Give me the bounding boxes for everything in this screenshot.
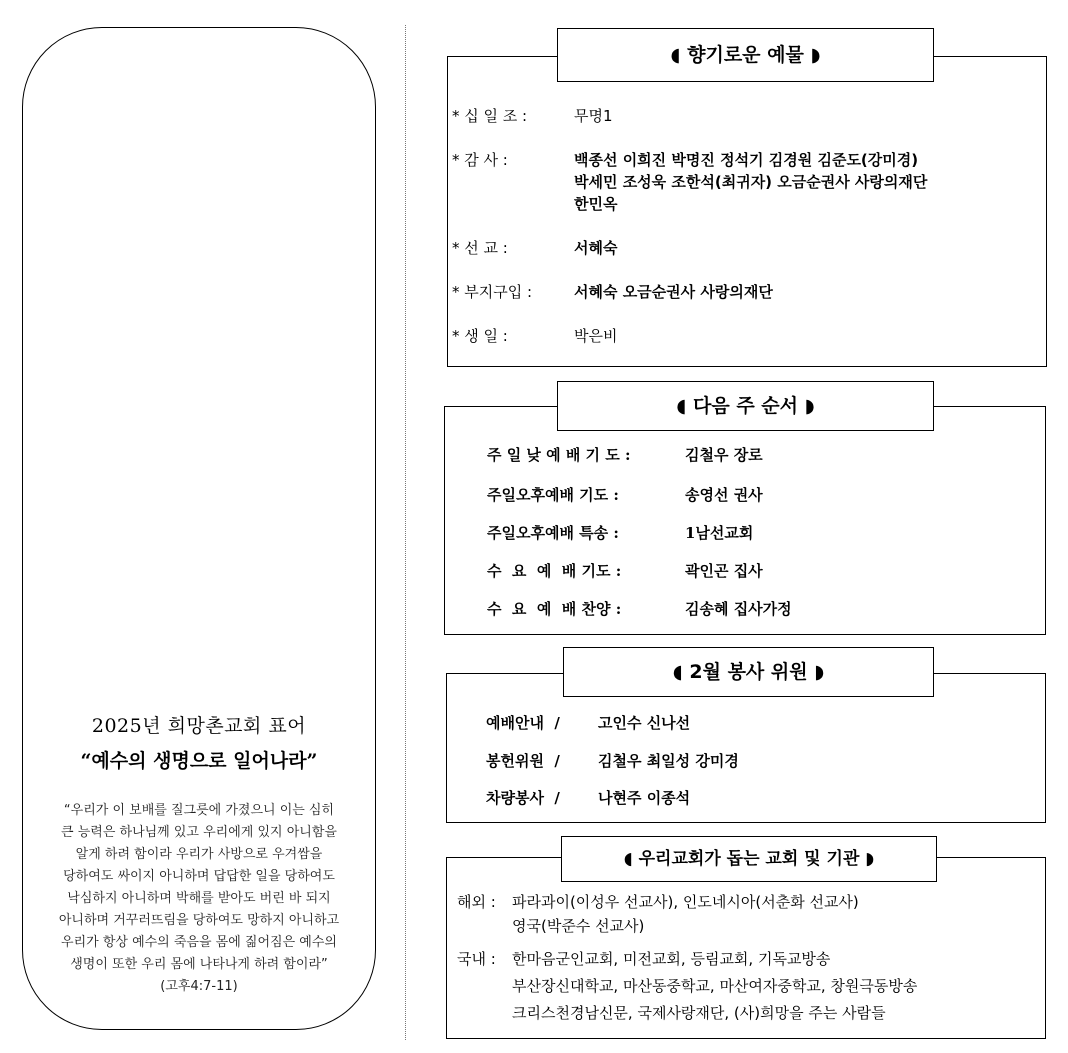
support-value: 크리스천경남신문, 국제사랑재단, (사)희망을 주는 사람들 bbox=[512, 1004, 886, 1022]
offering-value: 서혜숙 오금순권사 사랑의재단 bbox=[574, 283, 773, 301]
support-value: 한마음군인교회, 미전교회, 등림교회, 기독교방송 bbox=[512, 950, 831, 968]
service-title-text: ◖ 2월 봉사 위원 ◗ bbox=[672, 661, 825, 683]
service-label: 예배안내 / bbox=[486, 714, 560, 732]
service-row bbox=[486, 787, 690, 808]
support-label: 해외 : bbox=[457, 893, 496, 911]
next-week-label: 주일오후예배 특송 : bbox=[487, 524, 619, 542]
offering-row-thanks bbox=[452, 149, 927, 215]
next-week-row bbox=[487, 598, 792, 619]
offering-value: 서혜숙 bbox=[574, 239, 618, 257]
scripture-verse bbox=[33, 800, 365, 998]
next-week-row bbox=[487, 522, 753, 543]
offering-row-land bbox=[452, 281, 773, 302]
offering-label: * 생 일 : bbox=[452, 327, 508, 345]
offering-row-mission bbox=[452, 237, 617, 258]
verse-line: “우리가 이 보배를 질그릇에 가졌으니 이는 심히 bbox=[63, 803, 335, 818]
next-week-row bbox=[487, 484, 763, 505]
service-value: 나현주 이종석 bbox=[598, 789, 691, 807]
support-row-overseas bbox=[457, 890, 859, 938]
service-label: 차량봉사 / bbox=[486, 789, 560, 807]
next-week-row bbox=[487, 560, 763, 581]
service-label: 봉헌위원 / bbox=[486, 752, 560, 770]
service-value: 고인수 신나선 bbox=[598, 714, 691, 732]
verse-line: 우리가 항상 예수의 죽음을 몸에 짊어짐은 예수의 bbox=[61, 935, 337, 950]
offering-value: 박은비 bbox=[574, 327, 618, 345]
service-value: 김철우 최일성 강미경 bbox=[598, 752, 739, 770]
offering-label: * 십 일 조 : bbox=[452, 107, 528, 125]
offering-value: 박세민 조성욱 조한석(최귀자) 오금순권사 사랑의재단 bbox=[574, 173, 928, 191]
next-week-value: 곽인곤 집사 bbox=[685, 562, 763, 580]
next-week-label: 주 일 낮 예 배 기 도 : bbox=[487, 446, 631, 464]
next-week-value: 1남선교회 bbox=[685, 524, 754, 542]
offering-value: 무명1 bbox=[574, 107, 613, 125]
service-row bbox=[486, 712, 690, 733]
verse-line: 당하여도 싸이지 아니하며 답답한 일을 당하여도 bbox=[63, 869, 335, 884]
verse-reference: (고후4:7-11) bbox=[160, 979, 238, 994]
next-week-value: 김철우 장로 bbox=[685, 446, 763, 464]
motto-panel bbox=[22, 27, 376, 1030]
offering-row-birthday bbox=[452, 325, 617, 346]
offering-label: * 부지구입 : bbox=[452, 283, 533, 301]
support-row-domestic bbox=[457, 946, 917, 1027]
motto-subtitle: “예수의 생명으로 일어나라” bbox=[80, 750, 318, 772]
support-value: 파라과이(이성우 선교사), 인도네시아(서춘화 선교사) bbox=[512, 893, 859, 911]
next-week-label: 주일오후예배 기도 : bbox=[487, 486, 619, 504]
next-week-title-text: ◖ 다음 주 순서 ◗ bbox=[676, 395, 815, 417]
offering-label: * 감 사 : bbox=[452, 151, 508, 169]
next-week-value: 김송혜 집사가정 bbox=[685, 600, 792, 618]
next-week-title bbox=[557, 381, 934, 431]
offerings-title-text: ◖ 향기로운 예물 ◗ bbox=[670, 44, 821, 66]
next-week-label: 수 요 예 배 기도 : bbox=[487, 562, 622, 580]
offering-label: * 선 교 : bbox=[452, 239, 508, 257]
offerings-title bbox=[557, 28, 934, 82]
service-row bbox=[486, 750, 739, 771]
support-title bbox=[561, 836, 937, 882]
motto-title: 2025년 희망촌교회 표어 bbox=[91, 715, 307, 737]
service-title bbox=[563, 647, 934, 697]
page-divider bbox=[405, 25, 406, 1040]
offering-row-tithe bbox=[452, 105, 613, 126]
verse-line: 낙심하지 아니하며 박해를 받아도 버린 바 되지 bbox=[67, 891, 331, 906]
support-title-text: ◖ 우리교회가 돕는 교회 및 기관 ◗ bbox=[623, 849, 875, 869]
support-value: 부산장신대학교, 마산동중학교, 마산여자중학교, 창원극동방송 bbox=[512, 977, 918, 995]
verse-line: 생명이 또한 우리 몸에 나타나게 하려 함이라” bbox=[70, 957, 328, 972]
next-week-row bbox=[487, 444, 763, 465]
next-week-label: 수 요 예 배 찬양 : bbox=[487, 600, 622, 618]
verse-line: 큰 능력은 하나님께 있고 우리에게 있지 아니함을 bbox=[61, 825, 337, 840]
verse-line: 아니하며 거꾸러뜨림을 당하여도 망하지 아니하고 bbox=[58, 913, 340, 928]
verse-line: 알게 하려 함이라 우리가 사방으로 우겨쌈을 bbox=[75, 847, 323, 862]
next-week-value: 송영선 권사 bbox=[685, 486, 763, 504]
support-label: 국내 : bbox=[457, 950, 496, 968]
offering-value: 한민옥 bbox=[574, 195, 618, 213]
support-value: 영국(박준수 선교사) bbox=[512, 917, 645, 935]
offering-value: 백종선 이희진 박명진 정석기 김경원 김준도(강미경) bbox=[574, 151, 919, 169]
